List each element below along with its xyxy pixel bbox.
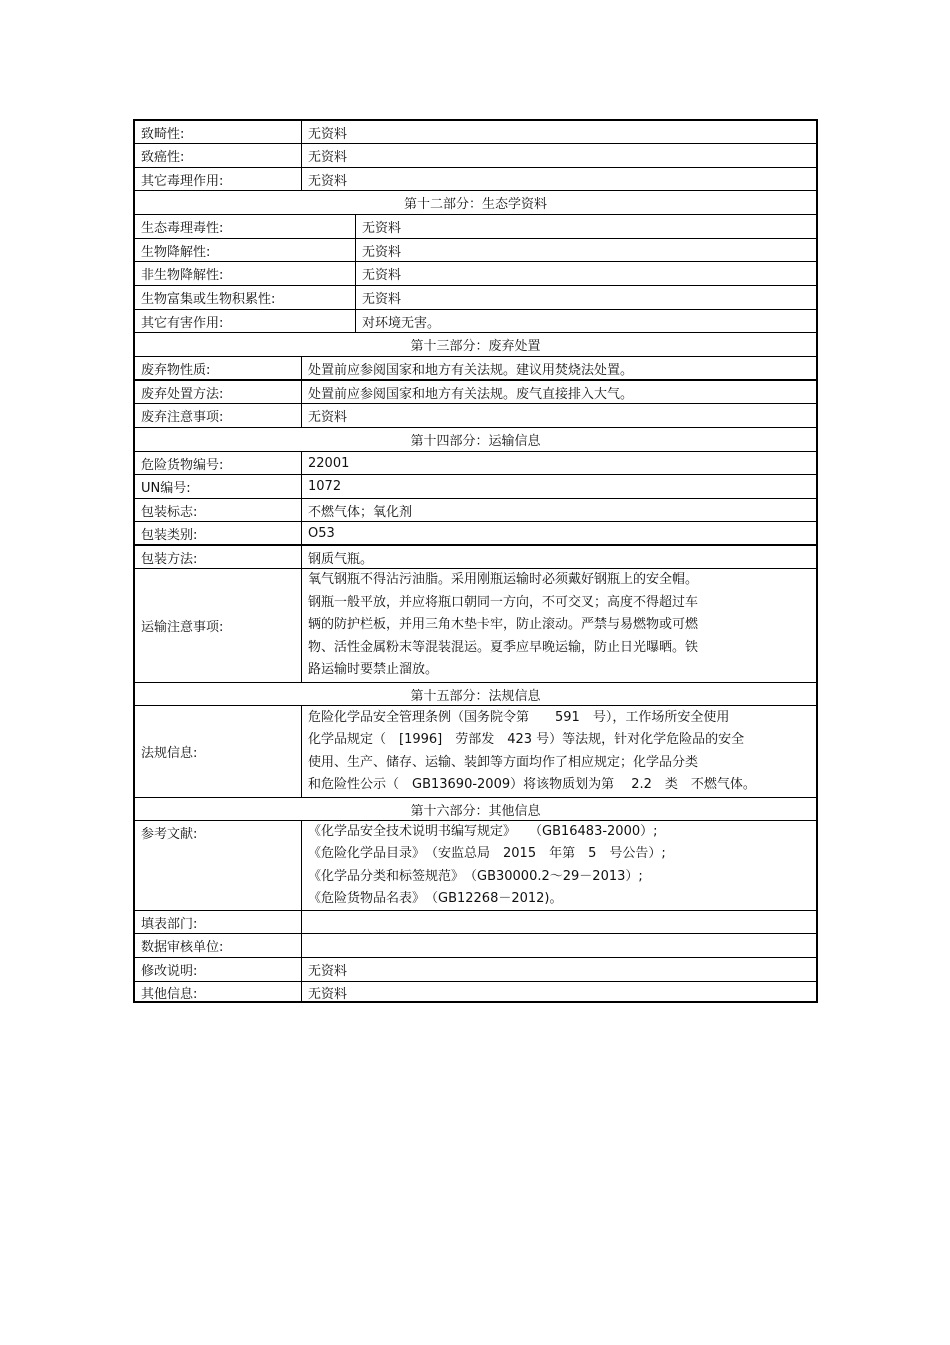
table-row <box>135 706 816 798</box>
row-label: 危险货物编号: <box>141 457 224 473</box>
row-label: 包装标志: <box>141 504 198 520</box>
table-row <box>135 310 816 333</box>
table-row <box>135 522 816 546</box>
row-label: 生物降解性: <box>141 244 211 260</box>
table-row <box>135 982 816 1003</box>
text-line: 氧气钢瓶不得沾污油脂。采用刚瓶运输时必须戴好钢瓶上的安全帽。 <box>308 572 699 588</box>
text-line: 钢瓶一般平放，并应将瓶口朝同一方向，不可交叉；高度不得超过车 <box>308 594 699 610</box>
text-line: 辆的防护栏板，并用三角木垫卡牢，防止滚动。严禁与易燃物或可燃 <box>308 617 699 633</box>
reference-item: 《化学品分类和标签规范》 （GB30000.2～29－2013）; <box>308 868 643 884</box>
table-row <box>135 381 816 404</box>
row-value <box>301 934 816 957</box>
table-row <box>135 262 816 286</box>
text-line: 和危险性公示（ GB13690-2009）将该物质划为第 2.2 类 不燃气体。 <box>308 777 756 792</box>
row-value: 无资料 <box>301 121 816 143</box>
table-row <box>135 499 816 522</box>
row-value: 1072 <box>301 475 816 498</box>
table-row <box>135 215 816 239</box>
row-value: 无资料 <box>301 958 816 981</box>
row-label: 废弃物性质: <box>141 362 211 378</box>
table-row <box>135 569 816 683</box>
row-label: 非生物降解性: <box>141 268 224 283</box>
table-row <box>135 144 816 168</box>
row-value: 无资料 <box>355 286 816 309</box>
section-title: 第十三部分：废弃处置 <box>410 339 541 354</box>
row-label: 致癌性: <box>141 150 185 165</box>
text-line: 物、活性金属粉末等混装混运。夏季应早晚运输，防止日光曝晒。铁 <box>308 639 699 655</box>
row-label: 致畸性: <box>141 126 185 142</box>
row-value: 处置前应参阅国家和地方有关法规。建议用焚烧法处置。 <box>301 357 816 379</box>
transport-notes-text <box>301 569 816 682</box>
section-header <box>135 428 816 452</box>
text-line: 使用、生产、储存、运输、装卸等方面均作了相应规定；化学品分类 <box>308 754 699 770</box>
references-list <box>301 821 816 910</box>
row-value: 22001 <box>301 452 816 474</box>
row-value: 无资料 <box>355 262 816 285</box>
text-line: 危险化学品安全管理条例（国务院令第 591 号），工作场所安全使用 <box>308 709 730 725</box>
row-label: 包装方法: <box>141 551 198 567</box>
table-row <box>135 168 816 191</box>
row-label: 废弃处置方法: <box>141 386 224 402</box>
table-row <box>135 911 816 934</box>
section-title: 第十六部分：其他信息 <box>410 803 541 819</box>
table-row <box>135 546 816 569</box>
table-row <box>135 934 816 958</box>
row-value: 无资料 <box>301 168 816 190</box>
table-row <box>135 404 816 428</box>
table-row <box>135 821 816 911</box>
reference-item: 《危险货物品名表》 （GB12268－2012)。 <box>308 891 563 906</box>
row-value: 无资料 <box>355 239 816 261</box>
transport-notes-label: 运输注意事项: <box>141 620 224 635</box>
section-header <box>135 191 816 215</box>
table-row <box>135 239 816 262</box>
reference-item: 《危险化学品目录》 （安监总局 2015 年第 5 号公告）; <box>308 846 666 861</box>
table-row <box>135 121 816 144</box>
section-header <box>135 333 816 357</box>
row-value: 钢质气瓶。 <box>301 546 816 568</box>
regulation-label: 法规信息: <box>141 746 198 761</box>
row-label: 填表部门: <box>141 916 198 932</box>
row-value: O53 <box>301 522 816 544</box>
row-label: UN编号: <box>141 481 191 496</box>
row-label: 废弃注意事项: <box>141 410 224 425</box>
row-value: 处置前应参阅国家和地方有关法规。废气直接排入大气。 <box>301 381 816 403</box>
section-header <box>135 798 816 821</box>
row-label: 其它有害作用: <box>141 315 224 331</box>
table-row <box>135 286 816 310</box>
reference-item: 《化学品安全技术说明书编写规定》 （GB16483-2000）; <box>308 823 658 839</box>
msds-table <box>133 119 818 1003</box>
row-value: 对环境无害。 <box>355 310 816 332</box>
references-label: 参考文献: <box>141 827 198 842</box>
row-label: 包装类别: <box>141 527 198 543</box>
row-label: 其它毒理作用: <box>141 173 224 189</box>
row-value <box>301 911 816 933</box>
table-row <box>135 357 816 381</box>
row-value: 无资料 <box>301 144 816 167</box>
text-line: 路运输时要禁止溜放。 <box>308 662 439 678</box>
row-label: 修改说明: <box>141 964 198 979</box>
text-line: 化学品规定（ [1996] 劳部发 423 号）等法规，针对化学危险品的安全 <box>308 732 745 747</box>
section-header <box>135 683 816 706</box>
row-label: 数据审核单位: <box>141 940 224 955</box>
row-value: 无资料 <box>355 215 816 238</box>
table-row <box>135 958 816 982</box>
row-value: 无资料 <box>301 982 816 1003</box>
table-row <box>135 475 816 499</box>
section-title: 第十四部分：运输信息 <box>410 434 541 449</box>
section-title: 第十二部分：生态学资料 <box>403 197 547 212</box>
row-label: 生态毒理毒性: <box>141 221 224 236</box>
table-row <box>135 452 816 475</box>
row-value: 无资料 <box>301 404 816 427</box>
regulation-text <box>301 706 816 797</box>
section-title: 第十五部分：法规信息 <box>410 688 541 704</box>
row-value: 不燃气体；氧化剂 <box>301 499 816 521</box>
row-label: 其他信息: <box>141 987 198 1002</box>
row-label: 生物富集或生物积累性: <box>141 292 276 307</box>
